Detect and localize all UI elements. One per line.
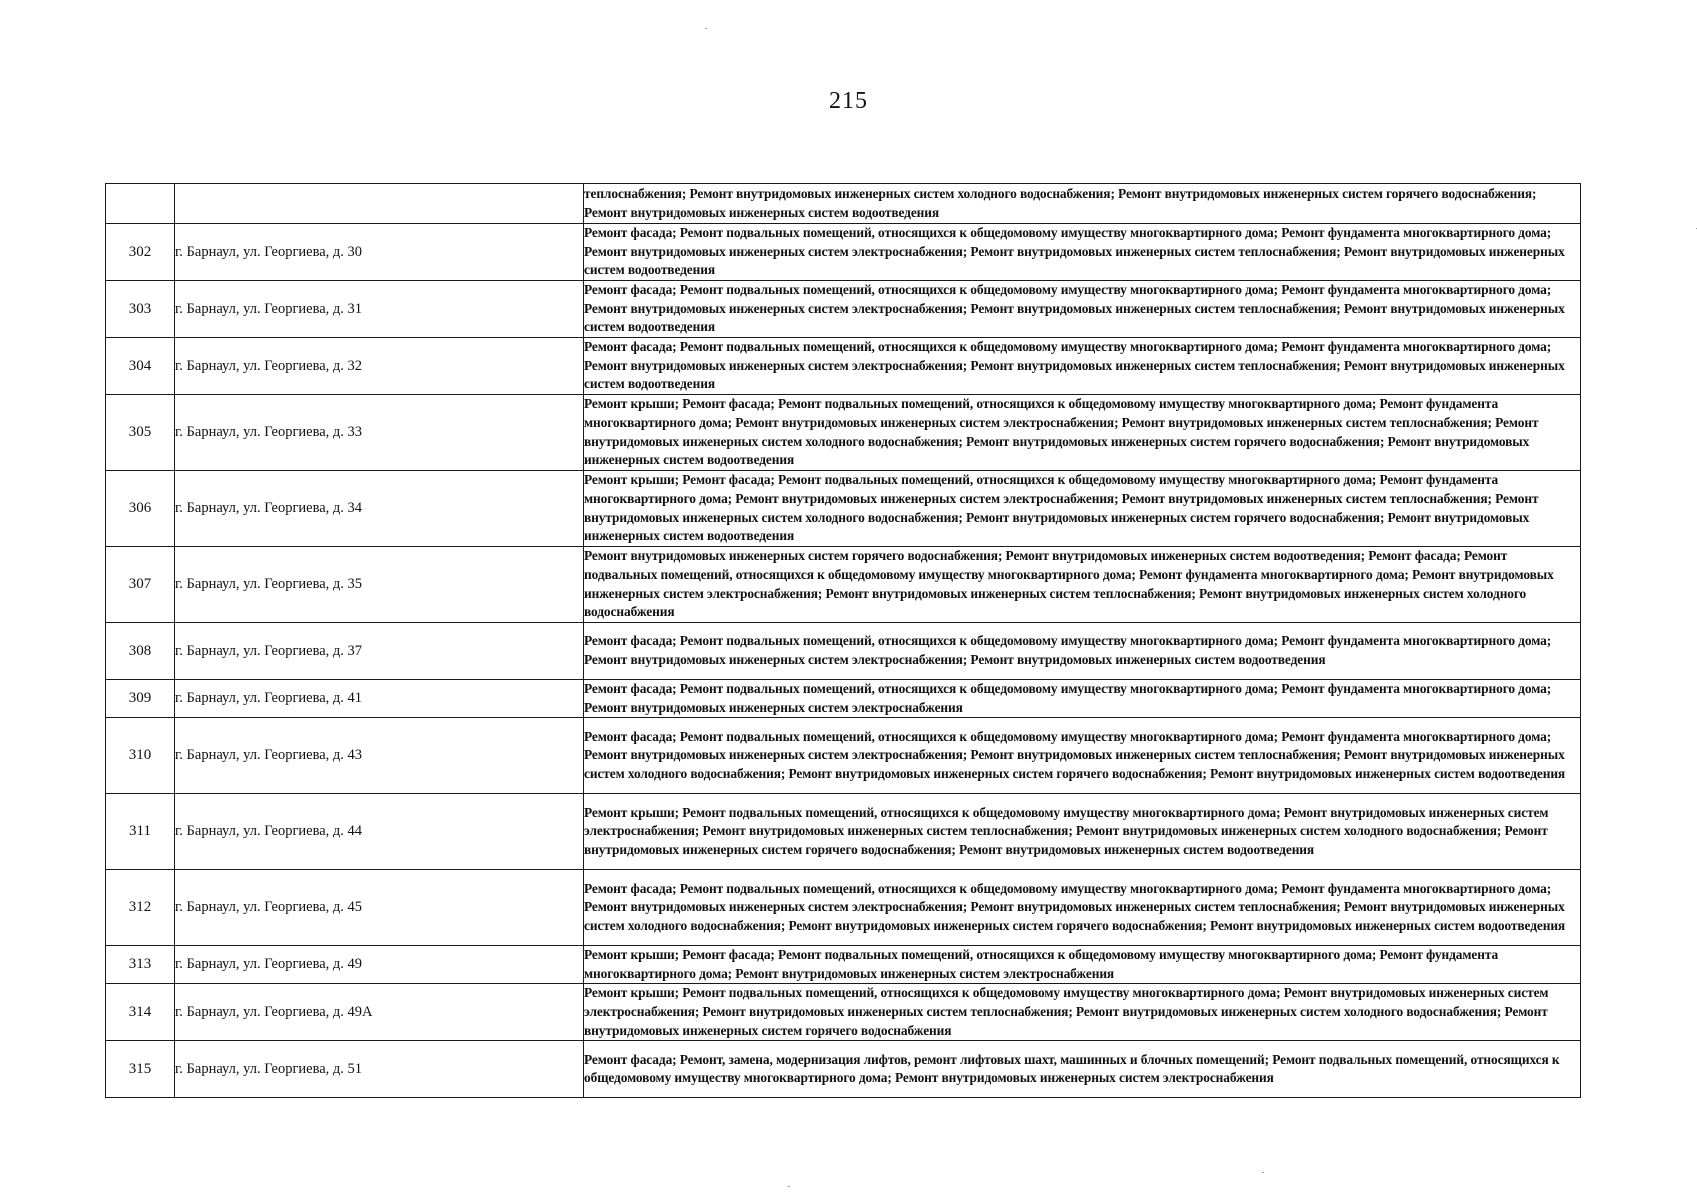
scan-speck: [788, 1186, 790, 1187]
row-number-cell: 314: [106, 984, 175, 1041]
works-cell: Ремонт фасада; Ремонт, замена, модернизация лифтов, ремонт лифтовых шахт, машинных и блочных помещений; Ремонт подвальных помещений, относящихся к общедомовому имуществу многоквартирного дома; Ремонт внутридомовых инженерных систем электроснабжения: [584, 1041, 1581, 1098]
address-cell: г. Барнаул, ул. Георгиева, д. 37: [175, 623, 584, 680]
works-cell: Ремонт крыши; Ремонт подвальных помещений, относящихся к общедомовому имуществу многоквартирного дома; Ремонт внутридомовых инженерных систем электроснабжения; Ремонт внутридомовых инженерных систем теплоснабжения; Ремонт внутридомовых инженерных систем холодного водоснабжения; Ремонт внутридомовых инженерных систем горячего водоснабжения; Ремонт внутридомовых инженерных систем водоотведения: [584, 794, 1581, 870]
works-cell: Ремонт фасада; Ремонт подвальных помещений, относящихся к общедомовому имуществу многоквартирного дома; Ремонт фундамента многоквартирного дома; Ремонт внутридомовых инженерных систем электроснабжения; Ремонт внутридомовых инженерных систем теплоснабжения; Ремонт внутридомовых инженерных систем холодного водоснабжения; Ремонт внутридомовых инженерных систем горячего водоснабжения; Ремонт внутридомовых инженерных систем водоотведения: [584, 870, 1581, 946]
table-row: [106, 718, 1581, 794]
address-cell: г. Барнаул, ул. Георгиева, д. 35: [175, 547, 584, 623]
works-cell: Ремонт крыши; Ремонт фасада; Ремонт подвальных помещений, относящихся к общедомовому имуществу многоквартирного дома; Ремонт фундамента многоквартирного дома; Ремонт внутридомовых инженерных систем электроснабжения; Ремонт внутридомовых инженерных систем теплоснабжения; Ремонт внутридомовых инженерных систем холодного водоснабжения; Ремонт внутридомовых инженерных систем горячего водоснабжения; Ремонт внутридомовых инженерных систем водоотведения: [584, 395, 1581, 471]
works-cell: Ремонт фасада; Ремонт подвальных помещений, относящихся к общедомовому имуществу многоквартирного дома; Ремонт фундамента многоквартирного дома; Ремонт внутридомовых инженерных систем электроснабжения; Ремонт внутридомовых инженерных систем теплоснабжения; Ремонт внутридомовых инженерных систем водоотведения: [584, 338, 1581, 395]
address-cell: г. Барнаул, ул. Георгиева, д. 51: [175, 1041, 584, 1098]
row-number-cell: 312: [106, 870, 175, 946]
row-number-cell: [106, 184, 175, 224]
address-cell: г. Барнаул, ул. Георгиева, д. 31: [175, 281, 584, 338]
table-row: [106, 184, 1581, 224]
row-number-cell: 311: [106, 794, 175, 870]
row-number-cell: 303: [106, 281, 175, 338]
address-cell: г. Барнаул, ул. Георгиева, д. 43: [175, 718, 584, 794]
works-cell: Ремонт внутридомовых инженерных систем горячего водоснабжения; Ремонт внутридомовых инженерных систем водоотведения; Ремонт фасада; Ремонт подвальных помещений, относящихся к общедомовому имуществу многоквартирного дома; Ремонт фундамента многоквартирного дома; Ремонт внутридомовых инженерных систем электроснабжения; Ремонт внутридомовых инженерных систем теплоснабжения; Ремонт внутридомовых инженерных систем холодного водоснабжения: [584, 547, 1581, 623]
scan-speck: [705, 28, 707, 29]
works-cell: Ремонт фасада; Ремонт подвальных помещений, относящихся к общедомовому имуществу многоквартирного дома; Ремонт фундамента многоквартирного дома; Ремонт внутридомовых инженерных систем электроснабжения; Ремонт внутридомовых инженерных систем теплоснабжения; Ремонт внутридомовых инженерных систем холодного водоснабжения; Ремонт внутридомовых инженерных систем горячего водоснабжения; Ремонт внутридомовых инженерных систем водоотведения: [584, 718, 1581, 794]
works-cell: теплоснабжения; Ремонт внутридомовых инженерных систем холодного водоснабжения; Ремонт внутридомовых инженерных систем горячего водоснабжения; Ремонт внутридомовых инженерных систем водоотведения: [584, 184, 1581, 224]
scan-speck: [1262, 1172, 1264, 1173]
works-cell: Ремонт фасада; Ремонт подвальных помещений, относящихся к общедомовому имуществу многоквартирного дома; Ремонт фундамента многоквартирного дома; Ремонт внутридомовых инженерных систем электроснабжения; Ремонт внутридомовых инженерных систем теплоснабжения; Ремонт внутридомовых инженерных систем водоотведения: [584, 281, 1581, 338]
table-row: [106, 338, 1581, 395]
address-cell: г. Барнаул, ул. Георгиева, д. 49А: [175, 984, 584, 1041]
row-number-cell: 308: [106, 623, 175, 680]
row-number-cell: 305: [106, 395, 175, 471]
address-cell: г. Барнаул, ул. Георгиева, д. 33: [175, 395, 584, 471]
table-row: [106, 984, 1581, 1041]
registry-table-body: [106, 184, 1581, 1098]
registry-table-wrapper: [105, 183, 1577, 1098]
address-cell: г. Барнаул, ул. Георгиева, д. 44: [175, 794, 584, 870]
address-cell: г. Барнаул, ул. Георгиева, д. 32: [175, 338, 584, 395]
address-cell: г. Барнаул, ул. Георгиева, д. 45: [175, 870, 584, 946]
table-row: [106, 471, 1581, 547]
row-number-cell: 307: [106, 547, 175, 623]
works-cell: Ремонт крыши; Ремонт фасада; Ремонт подвальных помещений, относящихся к общедомовому имуществу многоквартирного дома; Ремонт фундамента многоквартирного дома; Ремонт внутридомовых инженерных систем электроснабжения: [584, 946, 1581, 984]
address-cell: [175, 184, 584, 224]
row-number-cell: 310: [106, 718, 175, 794]
page-number: 215: [829, 88, 868, 114]
address-cell: г. Барнаул, ул. Георгиева, д. 30: [175, 224, 584, 281]
row-number-cell: 306: [106, 471, 175, 547]
row-number-cell: 302: [106, 224, 175, 281]
row-number-cell: 315: [106, 1041, 175, 1098]
table-row: [106, 946, 1581, 984]
works-cell: Ремонт фасада; Ремонт подвальных помещений, относящихся к общедомовому имуществу многоквартирного дома; Ремонт фундамента многоквартирного дома; Ремонт внутридомовых инженерных систем электроснабжения: [584, 680, 1581, 718]
table-row: [106, 395, 1581, 471]
registry-table: [105, 183, 1581, 1098]
works-cell: Ремонт крыши; Ремонт подвальных помещений, относящихся к общедомовому имуществу многоквартирного дома; Ремонт внутридомовых инженерных систем электроснабжения; Ремонт внутридомовых инженерных систем теплоснабжения; Ремонт внутридомовых инженерных систем холодного водоснабжения; Ремонт внутридомовых инженерных систем горячего водоснабжения: [584, 984, 1581, 1041]
table-row: [106, 680, 1581, 718]
works-cell: Ремонт крыши; Ремонт фасада; Ремонт подвальных помещений, относящихся к общедомовому имуществу многоквартирного дома; Ремонт фундамента многоквартирного дома; Ремонт внутридомовых инженерных систем электроснабжения; Ремонт внутридомовых инженерных систем теплоснабжения; Ремонт внутридомовых инженерных систем холодного водоснабжения; Ремонт внутридомовых инженерных систем горячего водоснабжения; Ремонт внутридомовых инженерных систем водоотведения: [584, 471, 1581, 547]
row-number-cell: 313: [106, 946, 175, 984]
table-row: [106, 1041, 1581, 1098]
address-cell: г. Барнаул, ул. Георгиева, д. 34: [175, 471, 584, 547]
table-row: [106, 224, 1581, 281]
table-row: [106, 623, 1581, 680]
table-row: [106, 794, 1581, 870]
row-number-cell: 309: [106, 680, 175, 718]
table-row: [106, 281, 1581, 338]
row-number-cell: 304: [106, 338, 175, 395]
address-cell: г. Барнаул, ул. Георгиева, д. 49: [175, 946, 584, 984]
works-cell: Ремонт фасада; Ремонт подвальных помещений, относящихся к общедомовому имуществу многоквартирного дома; Ремонт фундамента многоквартирного дома; Ремонт внутридомовых инженерных систем электроснабжения; Ремонт внутридомовых инженерных систем теплоснабжения; Ремонт внутридомовых инженерных систем водоотведения: [584, 224, 1581, 281]
address-cell: г. Барнаул, ул. Георгиева, д. 41: [175, 680, 584, 718]
table-row: [106, 547, 1581, 623]
works-cell: Ремонт фасада; Ремонт подвальных помещений, относящихся к общедомовому имуществу многоквартирного дома; Ремонт фундамента многоквартирного дома; Ремонт внутридомовых инженерных систем электроснабжения; Ремонт внутридомовых инженерных систем водоотведения: [584, 623, 1581, 680]
table-row: [106, 870, 1581, 946]
